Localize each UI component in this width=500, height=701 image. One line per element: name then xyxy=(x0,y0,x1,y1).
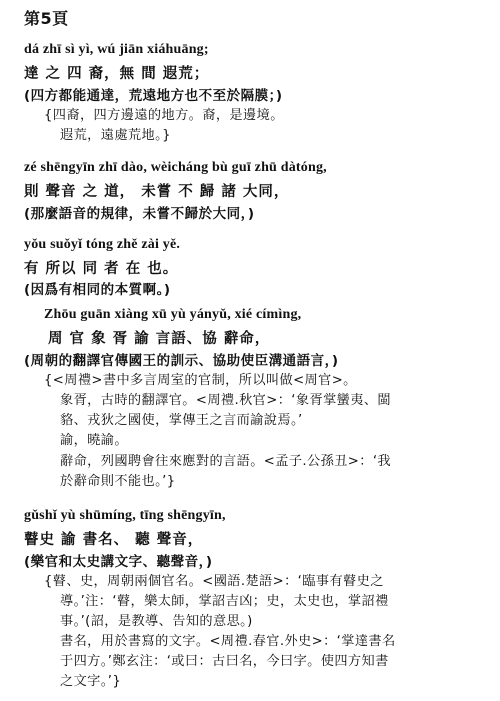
annotation-line: 之文字。’} xyxy=(60,674,122,689)
annotation-line: 於辭命則不能也。’} xyxy=(60,474,176,489)
classical-text-line: 則 聲音 之 道， 未嘗 不 歸 諸 大同， xyxy=(24,184,290,200)
annotation-line: {四裔，四方邊遠的地方。裔，是邊境。 xyxy=(44,108,284,123)
annotation-line: 導。’注：‘瞽，樂太師，掌詔吉凶；史，太史也，掌詔禮 xyxy=(60,594,389,609)
annotation-line: 書名，用於書寫的文字。<周禮.春官.外史>：‘掌達書名 xyxy=(60,634,396,649)
annotation-line: 遐荒，遠處荒地。} xyxy=(60,128,171,143)
pinyin-line: gǔshǐ yù shūmíng, tīng shēngyīn, xyxy=(24,508,226,523)
annotation-line: 事。’(詔，是教導、告知的意思。) xyxy=(60,614,253,629)
annotation-line: 于四方。’鄭玄注：‘或曰：古曰名，今曰字。使四方知書 xyxy=(60,654,389,669)
annotation-line: {瞽、史，周朝兩個官名。<國語.楚語>：‘臨事有瞽史之 xyxy=(44,574,384,589)
classical-text-line: 有 所以 同 者 在 也。 xyxy=(24,261,179,277)
pinyin-line: zé shēngyīn zhī dào, wèicháng bù guī zhū dàtóng, xyxy=(24,160,327,175)
paraphrase-line: (那麼語音的規律，未嘗不歸於大同，) xyxy=(24,206,255,222)
paraphrase-line: (因爲有相同的本質啊。) xyxy=(24,282,171,298)
annotation-line: 諭，曉諭。 xyxy=(60,433,128,448)
classical-text-line: 瞽史 諭 書名、 聽 聲音， xyxy=(24,532,204,548)
paraphrase-line: (樂官和太史講文字、聽聲音，) xyxy=(24,554,213,570)
classical-text-line: 達 之 四 裔，無 間 遐荒； xyxy=(24,66,210,82)
annotation-line: 貉、戎狄之國使，掌傳王之言而諭說焉。’ xyxy=(60,413,303,428)
classical-text-line: 周 官 象 胥 諭 言語、協 辭命， xyxy=(48,331,271,347)
paraphrase-line: (四方都能通達，荒遠地方也不至於隔膜；) xyxy=(24,88,283,104)
annotation-line: 象胥，古時的翻譯官。<周禮.秋官>：‘象胥掌蠻夷、閩 xyxy=(60,393,392,408)
paraphrase-line: (周朝的翻譯官傳國王的訓示、協助使臣溝通語言，) xyxy=(24,353,339,369)
annotation-line: {<周禮>書中多言周室的官制，所以叫做<周官>。 xyxy=(44,373,357,388)
annotation-line: 辭命，列國聘會往來應對的言語。<孟子.公孫丑>：‘我 xyxy=(60,454,392,469)
page-title: 第5頁 xyxy=(24,9,69,28)
pinyin-line: Zhōu guān xiàng xū yù yányǔ, xié címìng, xyxy=(44,307,302,322)
pinyin-line: yǒu suǒyǐ tóng zhě zài yě. xyxy=(24,237,181,252)
pinyin-line: dá zhī sì yì, wú jiān xiáhuāng; xyxy=(24,42,209,57)
